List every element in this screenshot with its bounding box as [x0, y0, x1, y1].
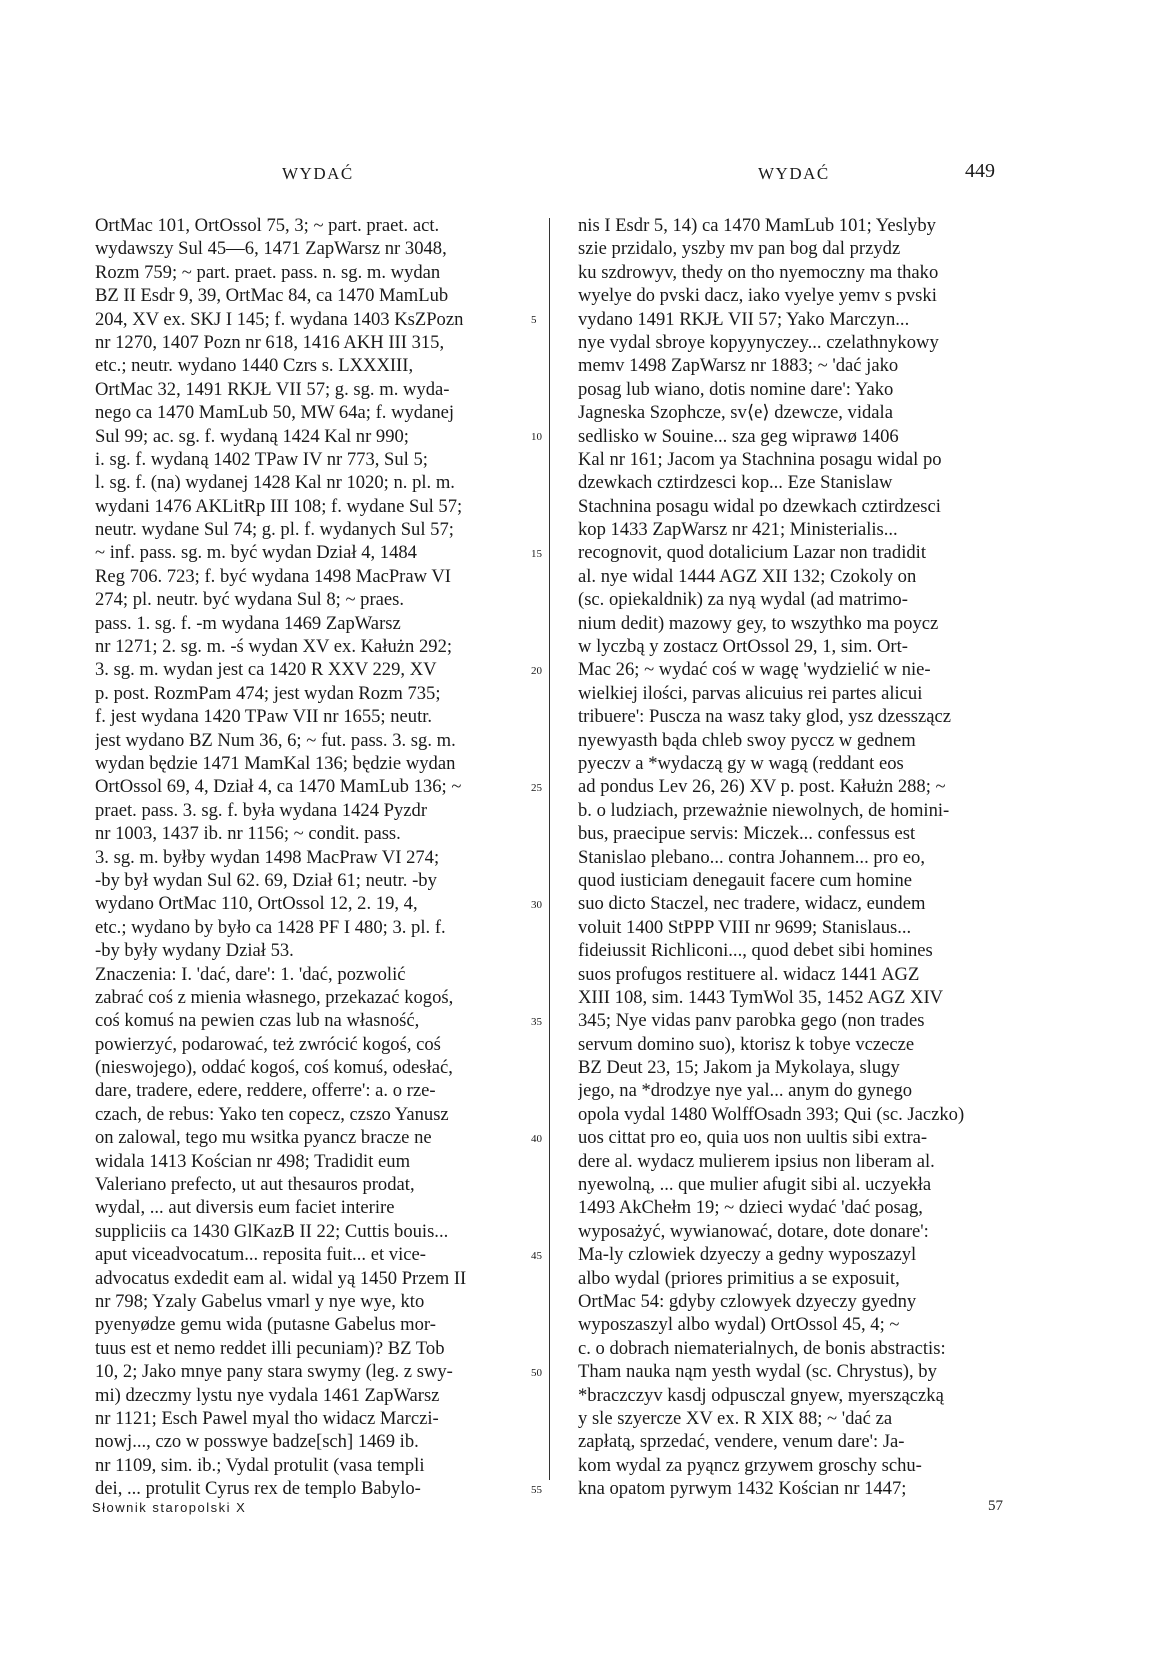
text-line: nr 798; Yzaly Gabelus vmarl y nye wye, kto: [95, 1290, 425, 1312]
text-line: opola vydal 1480 WolffOsadn 393; Qui (sc. Jaczko): [578, 1103, 965, 1125]
text-line: uos cittat pro eo, quia uos non uultis sibi extra-: [578, 1127, 928, 1149]
text-line: Jagneska Szophcze, sv⟨e⟩ dzewcze, vidala: [578, 402, 893, 424]
text-line: czach, de rebus: Yako ten copecz, czszo Yanusz: [95, 1103, 449, 1125]
text-line: wydan będzie 1471 MamKal 136; będzie wydan: [95, 752, 456, 774]
text-line: albo wydal (priores primitius a se exposuit,: [578, 1267, 900, 1289]
text-line: nyewolną, ... que mulier afugit sibi al. uczyekła: [578, 1174, 932, 1196]
text-line: Stanislao plebano... contra Johannem... pro eo,: [578, 846, 925, 868]
text-line: Reg 706. 723; f. być wydana 1498 MacPraw VI: [95, 565, 451, 587]
text-line: posag lub wiano, dotis nomine dare': Yako: [578, 378, 894, 400]
text-line: coś komuś na pewien czas lub na własność,: [95, 1010, 420, 1032]
text-line: wydawszy Sul 45—6, 1471 ZapWarsz nr 3048,: [95, 238, 447, 260]
text-line: w lyczbą y zostacz OrtOssol 29, 1, sim. Ort-: [578, 636, 908, 658]
text-line: nis I Esdr 5, 14) ca 1470 MamLub 101; Yeslyby: [578, 215, 936, 236]
text-line: Mac 26; ~ wydać coś w wagę 'wydzielić w nie-: [578, 659, 931, 681]
text-line: nr 1121; Esch Pawel myal tho widacz Marczi-: [95, 1407, 439, 1429]
column-divider: [549, 218, 550, 1480]
text-line: Stachnina posagu widal po dzewkach cztirdzesci: [578, 495, 941, 517]
text-line: suppliciis ca 1430 GlKazB II 22; Cuttis bouis...: [95, 1220, 449, 1242]
text-line: f. jest wydana 1420 TPaw VII nr 1655; neutr.: [95, 706, 433, 728]
running-head-right: WYDAĆ: [758, 164, 830, 183]
text-line: wydani 1476 AKLitRp III 108; f. wydane Sul 57;: [95, 495, 463, 517]
text-line: OrtMac 54: gdyby czlowyek dzyeczy gyedny: [578, 1290, 917, 1312]
left-text-column: [95, 214, 523, 1500]
text-line: Kal nr 161; Jacom ya Stachnina posagu widal po: [578, 448, 942, 470]
text-line: 3. sg. m. wydan jest ca 1420 R XXV 229, XV: [95, 659, 437, 681]
text-line: suos profugos restituere al. widacz 1441 AGZ: [578, 963, 920, 985]
text-line: suo dicto Staczel, nec tradere, widacz, eundem: [578, 893, 926, 915]
text-line: zapłatą, sprzedać, vendere, venum dare': Ja-: [578, 1431, 905, 1453]
text-line: servum domino suo), ktorisz k tobye vczecze: [578, 1033, 915, 1055]
text-line: nyewyasth bąda chleb swoy pyccz w gednem: [578, 729, 916, 751]
text-line: ad pondus Lev 26, 26) XV p. post. Kałużn 288; ~: [578, 776, 946, 798]
page-number: 449: [965, 160, 995, 182]
text-line: kna opatom pyrwym 1432 Kościan nr 1447;: [578, 1478, 907, 1500]
text-line: pass. 1. sg. f. -m wydana 1469 ZapWarsz: [95, 612, 401, 634]
text-line: kom wydal za pyąncz grzywem groschy schu-: [578, 1454, 922, 1476]
text-line: (sc. opiekaldnik) za nyą wydal (ad matrimo-: [578, 589, 908, 611]
line-number: 50: [531, 1366, 542, 1379]
text-line: 274; pl. neutr. być wydana Sul 8; ~ praes.: [95, 589, 405, 611]
text-line: on zalowal, tego mu wsitka pyancz bracze ne: [95, 1127, 432, 1149]
text-line: i. sg. f. wydaną 1402 TPaw IV nr 773, Sul 5;: [95, 448, 428, 470]
text-line: wielkiej ilości, parvas alicuius rei partes alicui: [578, 682, 923, 704]
text-line: 10, 2; Jako mnye pany stara swymy (leg. z swy-: [95, 1361, 453, 1383]
text-line: dare, tradere, edere, reddere, offerre': a. o rze-: [95, 1080, 436, 1102]
text-line: aput viceadvocatum... reposita fuit... et vice-: [95, 1244, 426, 1266]
text-line: fideiussit Richliconi..., quod debet sibi homines: [578, 940, 933, 962]
text-line: XIII 108, sim. 1443 TymWol 35, 1452 AGZ XIV: [578, 986, 944, 1008]
text-line: bus, praecipue servis: Miczek... confessus est: [578, 823, 916, 845]
text-line: wydal, ... aut diversis eum faciet interire: [95, 1197, 395, 1219]
text-line: nium dedit) mazowy gey, to wszythko ma poycz: [578, 612, 939, 634]
line-number: 15: [531, 547, 542, 560]
text-line: ku szdrowyv, thedy on tho nyemoczny ma thako: [578, 261, 939, 283]
text-line: jest wydano BZ Num 36, 6; ~ fut. pass. 3. sg. m.: [95, 729, 456, 751]
text-line: nr 1270, 1407 Pozn nr 618, 1416 AKH III 315,: [95, 331, 445, 353]
text-line: Tham nauka nąm yesth wydal (sc. Chrystus), by: [578, 1361, 937, 1383]
text-line: powierzyć, podarować, też zwrócić kogoś, coś: [95, 1033, 441, 1055]
footer-title: Słownik staropolski X: [92, 1500, 247, 1515]
text-line: dere al. wydacz mulierem ipsius non liberam al.: [578, 1150, 935, 1172]
text-line: OrtMac 101, OrtOssol 75, 3; ~ part. praet. act.: [95, 215, 440, 236]
text-line: etc.; wydano by było ca 1428 PF I 480; 3. pl. f.: [95, 916, 446, 938]
text-line: OrtMac 32, 1491 RKJŁ VII 57; g. sg. m. wyda-: [95, 378, 450, 400]
text-line: wyposzaszyl albo wydal) OrtOssol 45, 4; ~: [578, 1314, 900, 1336]
text-line: y sle szyercze XV ex. R XIX 88; ~ 'dać za: [578, 1407, 893, 1429]
text-line: Valeriano prefecto, ut aut thesauros prodat,: [95, 1174, 415, 1196]
text-line: l. sg. f. (na) wydanej 1428 Kal nr 1020; n. pl. m.: [95, 472, 455, 494]
line-number: 5: [531, 313, 537, 326]
text-line: sedlisko w Souine... sza geg wiprawø 1406: [578, 425, 899, 447]
text-line: -by był wydan Sul 62. 69, Dział 61; neutr. -by: [95, 869, 437, 891]
line-number: 20: [531, 664, 542, 677]
text-line: wydano OrtMac 110, OrtOssol 12, 2. 19, 4,: [95, 893, 418, 915]
text-line: ~ inf. pass. sg. m. być wydan Dział 4, 1484: [95, 542, 417, 564]
text-line: memv 1498 ZapWarsz nr 1883; ~ 'dać jako: [578, 355, 899, 377]
text-line: etc.; neutr. wydano 1440 Czrs s. LXXXIII,: [95, 355, 414, 377]
text-line: c. o dobrach niematerialnych, de bonis abstractis:: [578, 1337, 946, 1359]
line-number: 55: [531, 1483, 542, 1496]
text-line: 1493 AkChełm 19; ~ dzieci wydać 'dać posag,: [578, 1197, 923, 1219]
text-line: widala 1413 Kościan nr 498; Tradidit eum: [95, 1150, 411, 1172]
text-line: voluit 1400 StPPP VIII nr 9699; Stanislaus...: [578, 916, 912, 938]
text-line: nye vydal sbroye kopyynyczey... czelathnykowy: [578, 331, 939, 353]
text-line: BZ Deut 23, 15; Jakom ja Mykolaya, slugy: [578, 1057, 900, 1079]
text-line: al. nye widal 1444 AGZ XII 132; Czokoly on: [578, 565, 917, 587]
text-line: nr 1003, 1437 ib. nr 1156; ~ condit. pass.: [95, 823, 401, 845]
text-line: *braczczyv kasdj odpusczal gnyew, myerszączką: [578, 1384, 944, 1406]
text-line: Ma-ly czlowiek dzyeczy a gedny wyposzazyl: [578, 1244, 917, 1266]
text-line: advocatus exdedit eam al. widal yą 1450 Przem II: [95, 1267, 467, 1289]
line-number: 40: [531, 1132, 542, 1145]
text-line: tuus est et nemo reddet illi pecuniam)? BZ Tob: [95, 1337, 445, 1359]
text-line: nowj..., czo w posswye badze[sch] 1469 ib.: [95, 1431, 419, 1453]
footer-signature: 57: [988, 1498, 1003, 1514]
text-line: mi) dzeczmy lystu nye vydala 1461 ZapWarsz: [95, 1384, 440, 1406]
text-line: quod iusticiam denegauit facere cum homine: [578, 869, 913, 891]
text-line: b. o ludziach, przeważnie niewolnych, de homini-: [578, 799, 950, 821]
text-line: tribuere': Puscza na wasz taky glod, ysz dzesszącz: [578, 706, 952, 728]
text-line: pyeczv a *wydaczą gy w wagą (reddant eos: [578, 752, 904, 774]
text-line: (nieswojego), oddać kogoś, coś komuś, odesłać,: [95, 1057, 453, 1079]
text-line: neutr. wydane Sul 74; g. pl. f. wydanych Sul 57;: [95, 519, 454, 541]
text-line: nr 1109, sim. ib.; Vydal protulit (vasa templi: [95, 1454, 425, 1476]
right-text-column: [578, 214, 1006, 1500]
text-line: pyenyødze gemu wida (putasne Gabelus mor-: [95, 1314, 436, 1336]
text-line: OrtOssol 69, 4, Dział 4, ca 1470 MamLub 136; ~: [95, 776, 462, 798]
running-head-left: WYDAĆ: [282, 164, 354, 183]
text-line: dei, ... protulit Cyrus rex de templo Babylo-: [95, 1478, 421, 1500]
text-line: zabrać coś z mienia własnego, przekazać kogoś,: [95, 986, 454, 1008]
text-line: jego, na *drodzye nye yal... anym do gynego: [578, 1080, 913, 1102]
text-line: recognovit, quod dotalicium Lazar non tradidit: [578, 542, 927, 564]
line-number: 30: [531, 898, 542, 911]
text-line: 3. sg. m. byłby wydan 1498 MacPraw VI 274;: [95, 846, 440, 868]
text-line: p. post. RozmPam 474; jest wydan Rozm 735;: [95, 682, 441, 704]
line-number: 10: [531, 430, 542, 443]
text-line: 204, XV ex. SKJ I 145; f. wydana 1403 KsZPozn: [95, 308, 464, 330]
text-line: Sul 99; ac. sg. f. wydaną 1424 Kal nr 990;: [95, 425, 409, 447]
text-line: vydano 1491 RKJŁ VII 57; Yako Marczyn...: [578, 308, 910, 330]
text-line: praet. pass. 3. sg. f. była wydana 1424 Pyzdr: [95, 799, 428, 821]
text-line: kop 1433 ZapWarsz nr 421; Ministerialis...: [578, 519, 898, 541]
text-line: nr 1271; 2. sg. m. -ś wydan XV ex. Kałużn 292;: [95, 636, 453, 658]
text-line: Rozm 759; ~ part. praet. pass. n. sg. m. wydan: [95, 261, 441, 283]
text-line: 345; Nye vidas panv parobka gego (non trades: [578, 1010, 925, 1032]
text-line: BZ II Esdr 9, 39, OrtMac 84, ca 1470 MamLub: [95, 285, 449, 307]
line-number: 45: [531, 1249, 542, 1262]
line-number: 25: [531, 781, 542, 794]
text-line: szie przidalo, yszby mv pan bog dal przydz: [578, 238, 901, 260]
text-line: Znaczenia: I. 'dać, dare': 1. 'dać, pozwolić: [95, 963, 406, 985]
text-line: wyposażyć, wywianować, dotare, dote donare':: [578, 1220, 929, 1242]
text-line: wyelye do pvski dacz, iako vyelye yemv s pvski: [578, 285, 937, 307]
text-line: dzewkach cztirdzesci kop... Eze Stanislaw: [578, 472, 893, 494]
text-line: nego ca 1470 MamLub 50, MW 64a; f. wydanej: [95, 402, 455, 424]
text-line: -by były wydany Dział 53.: [95, 940, 294, 962]
line-number: 35: [531, 1015, 542, 1028]
